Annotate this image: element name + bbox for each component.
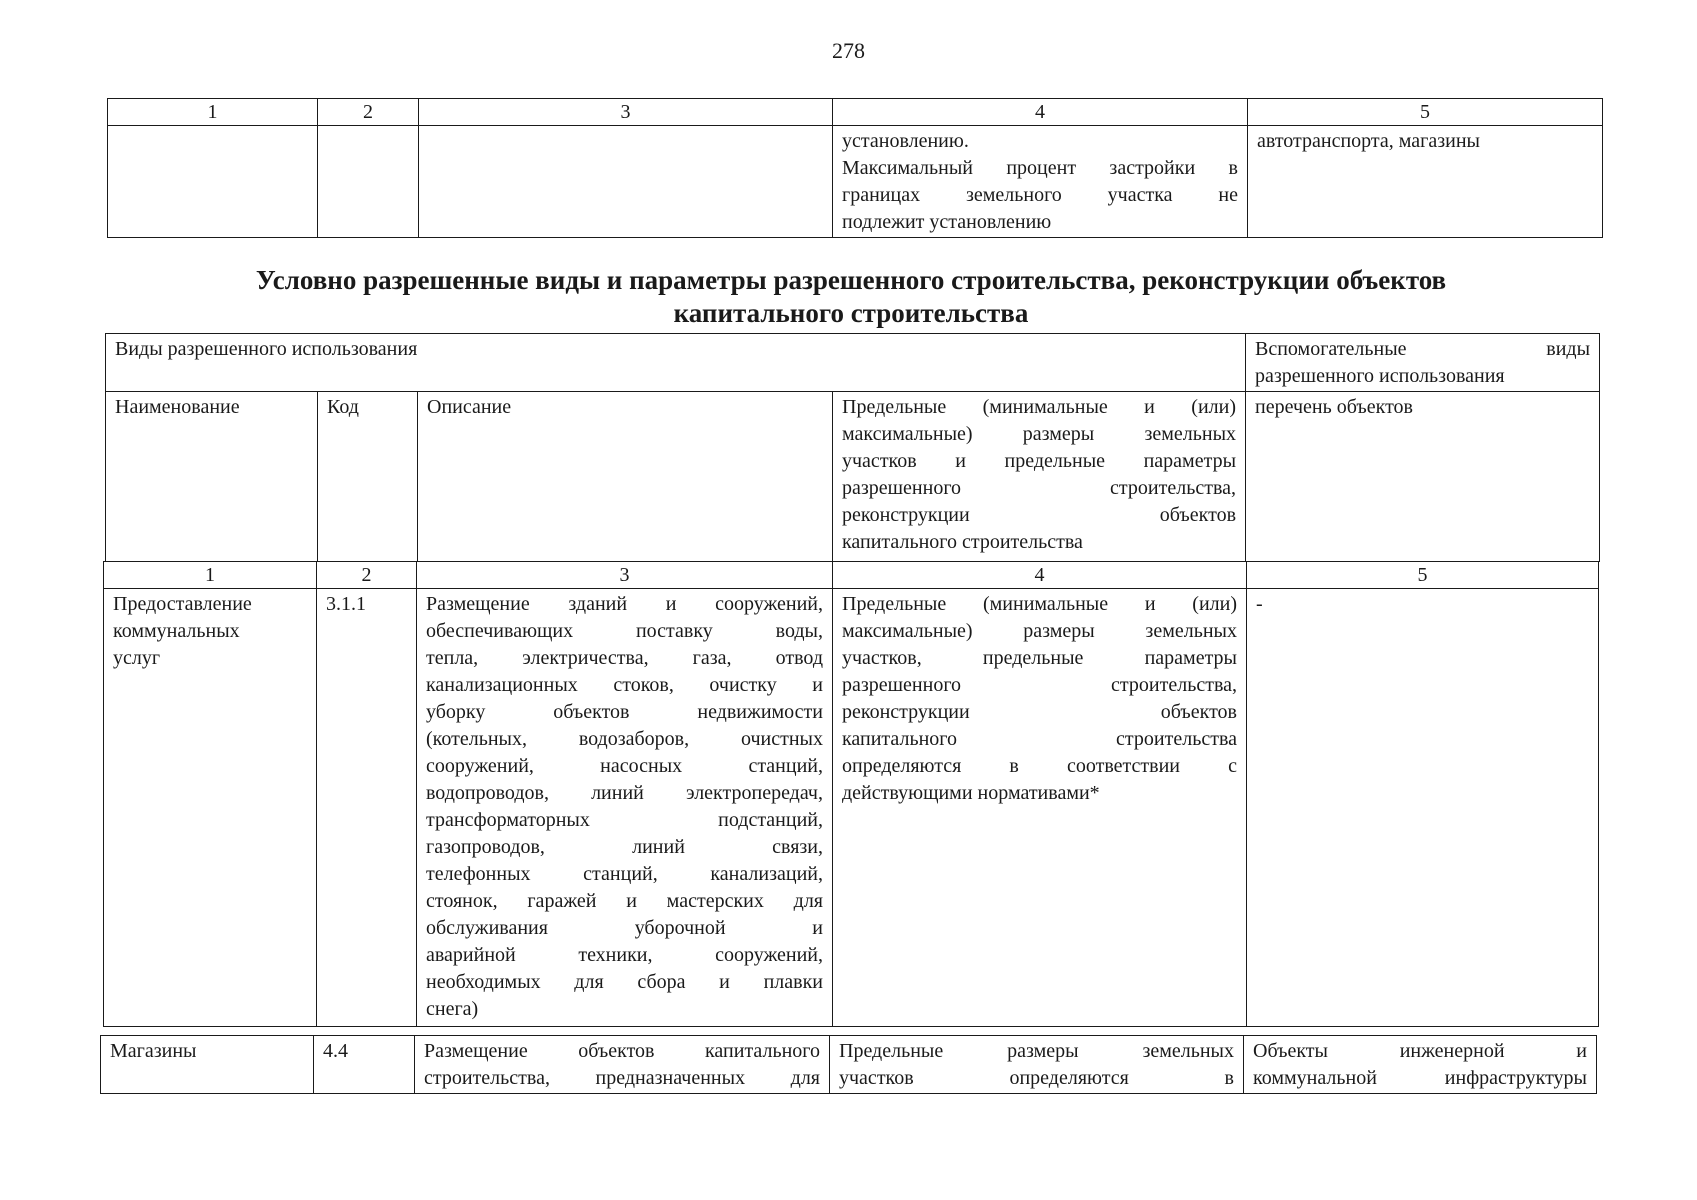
- column-number-row: [104, 562, 1599, 589]
- text-line: строительства, предназначенных для: [424, 1067, 820, 1089]
- column-number: 2: [317, 562, 417, 589]
- table-row: [108, 126, 1603, 238]
- text-line: установлению.: [842, 130, 969, 152]
- column-number: 2: [318, 99, 419, 126]
- column-number: 4: [833, 562, 1247, 589]
- text-line: Вспомогательные виды: [1255, 338, 1591, 360]
- header-group-row: [106, 334, 1600, 392]
- aux-cell: -: [1247, 589, 1599, 1027]
- parameters-cell: [833, 126, 1248, 238]
- header-table: [105, 333, 1600, 562]
- text-line: Предельные (минимальные и (или): [842, 593, 1237, 615]
- text-line: трансформаторных подстанций,: [426, 809, 823, 831]
- text-line: капитального строительства: [842, 728, 1237, 750]
- text-line: коммунальных: [113, 620, 240, 642]
- aux-cell: [1244, 1036, 1597, 1094]
- text-line: Объекты инженерной и: [1253, 1040, 1587, 1062]
- parameters-cell: [830, 1036, 1244, 1094]
- text-line: необходимых для сбора и плавки: [426, 971, 823, 993]
- name-cell: [104, 589, 317, 1027]
- text-line: границах земельного участка не: [842, 184, 1238, 206]
- text-line: (котельных, водозаборов, очистных: [426, 728, 823, 750]
- text-line: реконструкции объектов: [842, 701, 1237, 723]
- section-title: [106, 264, 1596, 330]
- parameters-cell: [833, 589, 1247, 1027]
- text-line: действующими нормативами*: [842, 782, 1100, 804]
- description-cell: [417, 589, 833, 1027]
- column-number: 3: [417, 562, 833, 589]
- continuation-table: [107, 98, 1603, 238]
- text-line: Размещение зданий и сооружений,: [426, 593, 823, 615]
- name-cell: Магазины: [101, 1036, 314, 1094]
- column-header-aux: перечень объектов: [1246, 392, 1600, 562]
- section-title-line: Условно разрешенные виды и параметры разрешенного строительства, реконструкции объектов: [255, 265, 1447, 295]
- code-cell: 4.4: [314, 1036, 415, 1094]
- column-number: 1: [104, 562, 317, 589]
- text-line: капитального строительства: [842, 531, 1083, 553]
- column-header-parameters: [833, 392, 1246, 562]
- text-line: максимальные) размеры земельных: [842, 423, 1237, 445]
- text-line: максимальные) размеры земельных: [842, 620, 1237, 642]
- text-line: разрешенного строительства,: [842, 674, 1237, 696]
- text-line: услуг: [113, 647, 161, 669]
- text-line: обеспечивающих поставку воды,: [426, 620, 823, 642]
- text-line: участков, предельные параметры: [842, 647, 1237, 669]
- table-row: [101, 1036, 1597, 1094]
- text-line: разрешенного использования: [1255, 365, 1505, 387]
- text-line: Предоставление: [113, 593, 252, 615]
- empty-cell: [108, 126, 318, 238]
- table-row: [104, 589, 1599, 1027]
- column-number: 5: [1248, 99, 1603, 126]
- text-line: Предельные размеры земельных: [839, 1040, 1234, 1062]
- text-line: сооружений, насосных станций,: [426, 755, 823, 777]
- main-table: [103, 561, 1599, 1027]
- group-label: Виды разрешенного использования: [106, 334, 1246, 392]
- text-line: определяются в соответствии с: [842, 755, 1237, 777]
- text-line: Максимальный процент застройки в: [842, 157, 1238, 179]
- column-number: 1: [108, 99, 318, 126]
- column-header-code: Код: [318, 392, 418, 562]
- text-line: уборку объектов недвижимости: [426, 701, 823, 723]
- column-number-row: [108, 99, 1603, 126]
- empty-cell: [419, 126, 833, 238]
- text-line: тепла, электричества, газа, отвод: [426, 647, 823, 669]
- main-table-continued: [100, 1035, 1597, 1094]
- text-line: участков определяются в: [839, 1067, 1234, 1089]
- text-line: стоянок, гаражей и мастерских для: [426, 890, 823, 912]
- text-line: газопроводов, линий связи,: [426, 836, 823, 858]
- empty-cell: [318, 126, 419, 238]
- description-cell: [415, 1036, 830, 1094]
- column-number: 5: [1247, 562, 1599, 589]
- text-line: канализационных стоков, очистку и: [426, 674, 823, 696]
- text-line: телефонных станций, канализаций,: [426, 863, 823, 885]
- text-line: реконструкции объектов: [842, 504, 1237, 526]
- text-line: Предельные (минимальные и (или): [842, 396, 1237, 418]
- text-line: подлежит установлению: [842, 211, 1052, 233]
- text-line: снега): [426, 998, 479, 1020]
- code-cell: 3.1.1: [317, 589, 417, 1027]
- column-number: 4: [833, 99, 1248, 126]
- section-title-line: капитального строительства: [673, 298, 1029, 328]
- column-number: 3: [419, 99, 833, 126]
- header-columns-row: [106, 392, 1600, 562]
- text-line: водопроводов, линий электропередач,: [426, 782, 823, 804]
- text-line: Размещение объектов капитального: [424, 1040, 820, 1062]
- aux-group-label: [1246, 334, 1600, 392]
- text-line: участков и предельные параметры: [842, 450, 1237, 472]
- text-line: обслуживания уборочной и: [426, 917, 823, 939]
- text-line: коммунальной инфраструктуры: [1253, 1067, 1587, 1089]
- text-line: разрешенного строительства,: [842, 477, 1237, 499]
- text-line: аварийной техники, сооружений,: [426, 944, 823, 966]
- aux-cell: автотранспорта, магазины: [1248, 126, 1603, 238]
- column-header-description: Описание: [418, 392, 833, 562]
- page-number: 278: [832, 38, 865, 63]
- column-header-name: Наименование: [106, 392, 318, 562]
